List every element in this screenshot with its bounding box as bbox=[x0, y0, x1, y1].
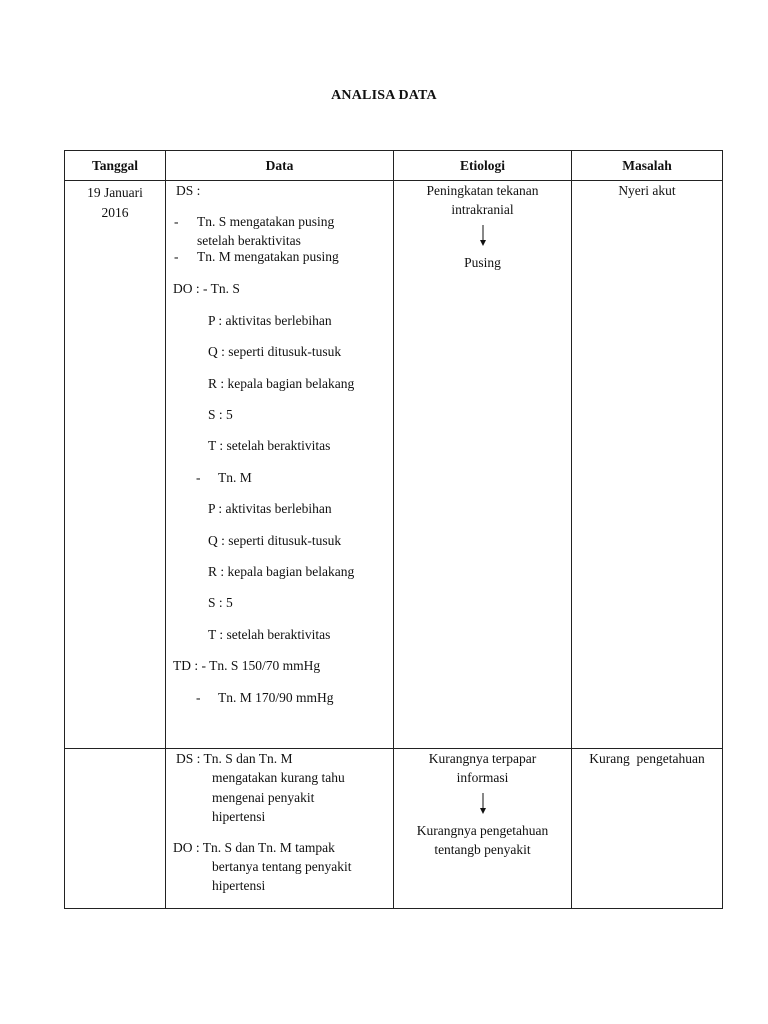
data-cell bbox=[166, 181, 394, 749]
pqrst-p: P : aktivitas berlebihan bbox=[208, 313, 332, 328]
ds-item: Tn. M mengatakan pusing bbox=[197, 249, 339, 264]
bullet-dash: - bbox=[174, 214, 179, 229]
table-header-row bbox=[65, 151, 723, 181]
header-tanggal: Tanggal bbox=[65, 151, 166, 181]
etiologi-result: Kurangnya pengetahuan bbox=[416, 823, 549, 838]
date-line: 19 Januari bbox=[87, 185, 143, 200]
ds-line: mengatakan kurang tahu bbox=[212, 770, 345, 785]
pqrst-t: T : setelah beraktivitas bbox=[208, 627, 331, 642]
header-etiologi: Etiologi bbox=[394, 151, 572, 181]
do-line: DO : Tn. S dan Tn. M tampak bbox=[173, 840, 335, 855]
page-title: ANALISA DATA bbox=[331, 88, 437, 103]
td-label: TD : - Tn. S 150/70 mmHg bbox=[173, 658, 321, 673]
header-masalah: Masalah bbox=[572, 151, 723, 181]
etiologi-result: tentangb penyakit bbox=[434, 842, 531, 857]
etiologi-cell bbox=[394, 749, 572, 909]
pqrst-p: P : aktivitas berlebihan bbox=[208, 501, 332, 516]
masalah-text: Kurang pengetahuan bbox=[589, 751, 705, 766]
bullet-dash: - bbox=[196, 690, 201, 705]
pqrst-q: Q : seperti ditusuk-tusuk bbox=[208, 533, 342, 548]
pqrst-s: S : 5 bbox=[208, 595, 233, 610]
tn-m-label: Tn. M bbox=[218, 470, 252, 485]
do-label: DO : - Tn. S bbox=[173, 281, 240, 296]
etiologi-result: Pusing bbox=[464, 255, 501, 270]
ds-line: mengenai penyakit bbox=[212, 790, 315, 805]
etiologi-line: intrakranial bbox=[451, 202, 514, 217]
table-row bbox=[65, 749, 723, 909]
ds-item: setelah beraktivitas bbox=[197, 233, 301, 248]
ds-item: Tn. S mengatakan pusing bbox=[197, 214, 335, 229]
analysis-table bbox=[64, 150, 723, 909]
pqrst-r: R : kepala bagian belakang bbox=[208, 376, 355, 391]
pqrst-s: S : 5 bbox=[208, 407, 233, 422]
do-line: bertanya tentang penyakit bbox=[212, 859, 352, 874]
ds-line: hipertensi bbox=[212, 809, 266, 824]
pqrst-q: Q : seperti ditusuk-tusuk bbox=[208, 344, 342, 359]
etiologi-line: informasi bbox=[456, 770, 509, 785]
masalah-text: Nyeri akut bbox=[618, 183, 676, 198]
etiologi-line: Peningkatan tekanan bbox=[426, 183, 539, 198]
data-cell bbox=[166, 749, 394, 909]
ds-label: DS : bbox=[176, 183, 201, 198]
etiologi-cell bbox=[394, 181, 572, 749]
pqrst-t: T : setelah beraktivitas bbox=[208, 438, 331, 453]
arrow-down-icon bbox=[478, 225, 488, 247]
date-cell bbox=[65, 181, 166, 749]
etiologi-line: Kurangnya terpapar bbox=[428, 751, 537, 766]
ds-line: DS : Tn. S dan Tn. M bbox=[176, 751, 293, 766]
masalah-cell bbox=[572, 181, 723, 749]
bullet-dash: - bbox=[174, 249, 179, 264]
arrow-down-icon bbox=[478, 793, 488, 815]
header-data: Data bbox=[166, 151, 394, 181]
table-row bbox=[65, 181, 723, 749]
date-cell bbox=[65, 749, 166, 909]
date-year: 2016 bbox=[101, 205, 129, 220]
bullet-dash: - bbox=[196, 470, 201, 485]
masalah-cell bbox=[572, 749, 723, 909]
pqrst-r: R : kepala bagian belakang bbox=[208, 564, 355, 579]
do-line: hipertensi bbox=[212, 878, 266, 893]
td-m: Tn. M 170/90 mmHg bbox=[218, 690, 334, 705]
